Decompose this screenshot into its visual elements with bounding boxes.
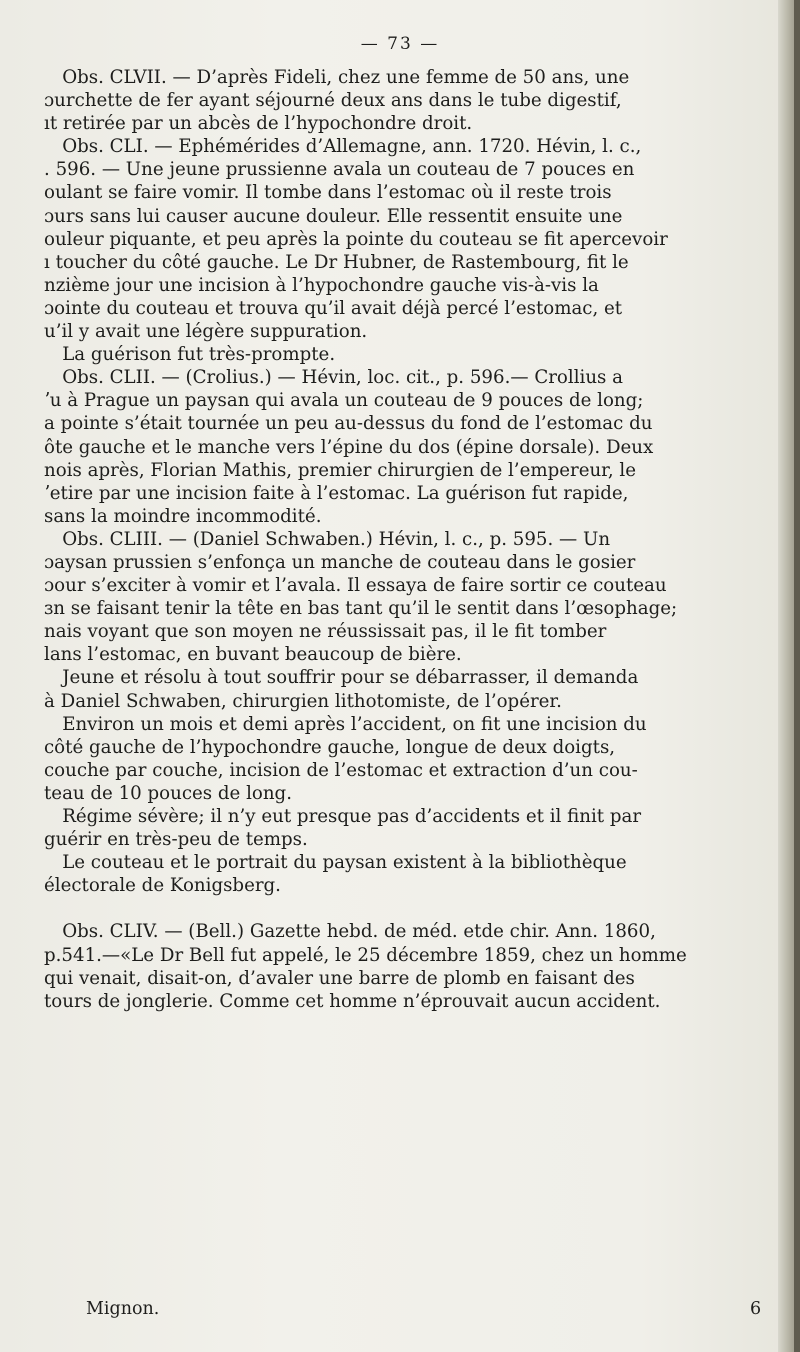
text-line: Obs. CLII. — (Crolius.) — Hévin, loc. cit., p. 596.— Crollius a xyxy=(44,367,624,389)
text-line: nais voyant que son moyen ne réussissait pas, il le fit tomber xyxy=(44,621,607,643)
signature-mark: Mignon. xyxy=(86,1299,160,1319)
text-line: p.541.—«Le Dr Bell fut appelé, le 25 décembre 1859, chez un homme xyxy=(44,944,687,966)
text-line: lans l’estomac, en buvant beaucoup de bière. xyxy=(44,644,462,666)
text-line: Régime sévère; il n’y eut presque pas d’accidents et il finit par xyxy=(44,806,642,827)
text-line: ɔurchette de fer ayant séjourné deux ans dans le tube digestif, xyxy=(44,90,622,112)
text-line: ıt retirée par un abcès de l’hypochondre droit. xyxy=(44,113,473,135)
text-line: . 596. — Une jeune prussienne avala un couteau de 7 pouces en xyxy=(44,159,635,181)
text-line xyxy=(44,897,774,920)
text-line: oulant se faire vomir. Il tombe dans l’estomac où il reste trois xyxy=(44,182,612,204)
text-line: Environ un mois et demi après l’accident, on fit une incision du xyxy=(44,713,647,735)
text-line: ʼu à Prague un paysan qui avala un couteau de 9 pouces de long; xyxy=(44,390,644,412)
page-edge-dark xyxy=(794,0,800,1352)
text-line: ɔaysan prussien s’enfonça un manche de couteau dans le gosier xyxy=(44,551,636,573)
text-line: sans la moindre incommodité. xyxy=(44,505,322,527)
text-line: à Daniel Schwaben, chirurgien lithotomiste, de l’opérer. xyxy=(44,690,562,712)
text-line: teau de 10 pouces de long. xyxy=(44,782,292,804)
text-line: La guérison fut très-prompte. xyxy=(44,344,336,366)
text-line: nzième jour une incision à l’hypochondre gauche vis-à-vis la xyxy=(44,274,599,296)
text-line: Obs. CLIII. — (Daniel Schwaben.) Hévin, l. c., p. 595. — Un xyxy=(44,528,611,550)
text-line: Le couteau et le portrait du paysan existent à la bibliothèque xyxy=(44,852,627,874)
text-line: ôte gauche et le manche vers l’épine du dos (épine dorsale). Deux xyxy=(44,436,654,458)
text-line: u’il y avait une légère suppuration. xyxy=(44,321,368,343)
text-line: Obs. CLIV. — (Bell.) Gazette hebd. de méd. etde chir. Ann. 1860, xyxy=(44,921,656,943)
text-line: ʼetire par une incision faite à l’estomac. La guérison fut rapide, xyxy=(44,482,629,504)
text-line: ɔour s’exciter à vomir et l’avala. Il essaya de faire sortir ce couteau xyxy=(44,575,667,597)
signature-number: 6 xyxy=(750,1299,762,1319)
text-line: ɔurs sans lui causer aucune douleur. Elle ressentit ensuite une xyxy=(44,205,623,227)
text-line: côté gauche de l’hypochondre gauche, longue de deux doigts, xyxy=(44,736,616,758)
text-line: ɔointe du couteau et trouva qu’il avait déjà percé l’estomac, et xyxy=(44,297,623,319)
text-line: électorale de Konigsberg. xyxy=(44,875,281,897)
text-line: Jeune et résolu à tout souffrir pour se débarrasser, il demanda xyxy=(44,667,639,689)
running-head: — 73 — xyxy=(360,34,440,54)
text-line: ɜn se faisant tenir la tête en bas tant qu’il le sentit dans l’œsophage; xyxy=(44,598,678,620)
text-line: tours de jonglerie. Comme cet homme n’éprouvait aucun accident. xyxy=(44,990,661,1012)
text-line: guérir en très-peu de temps. xyxy=(44,829,308,851)
text-line: qui venait, disait-on, d’avaler une barre de plomb en faisant des xyxy=(44,967,635,989)
text-line: couche par couche, incision de l’estomac et extraction d’un cou- xyxy=(44,759,638,781)
text-line: Obs. CLI. — Ephémérides d’Allemagne, ann. 1720. Hévin, l. c., xyxy=(44,136,642,158)
body-text xyxy=(44,66,774,1013)
text-line: Obs. CLVII. — D’après Fideli, chez une femme de 50 ans, une xyxy=(44,67,630,88)
text-line: a pointe s’était tournée un peu au-dessus du fond de l’estomac du xyxy=(44,413,653,435)
text-line: ouleur piquante, et peu après la pointe du couteau se fit apercevoir xyxy=(44,228,668,250)
text-line: ı toucher du côté gauche. Le Dr Hubner, de Rastembourg, fit le xyxy=(44,251,629,273)
text-line: nois après, Florian Mathis, premier chirurgien de l’empereur, le xyxy=(44,459,637,481)
